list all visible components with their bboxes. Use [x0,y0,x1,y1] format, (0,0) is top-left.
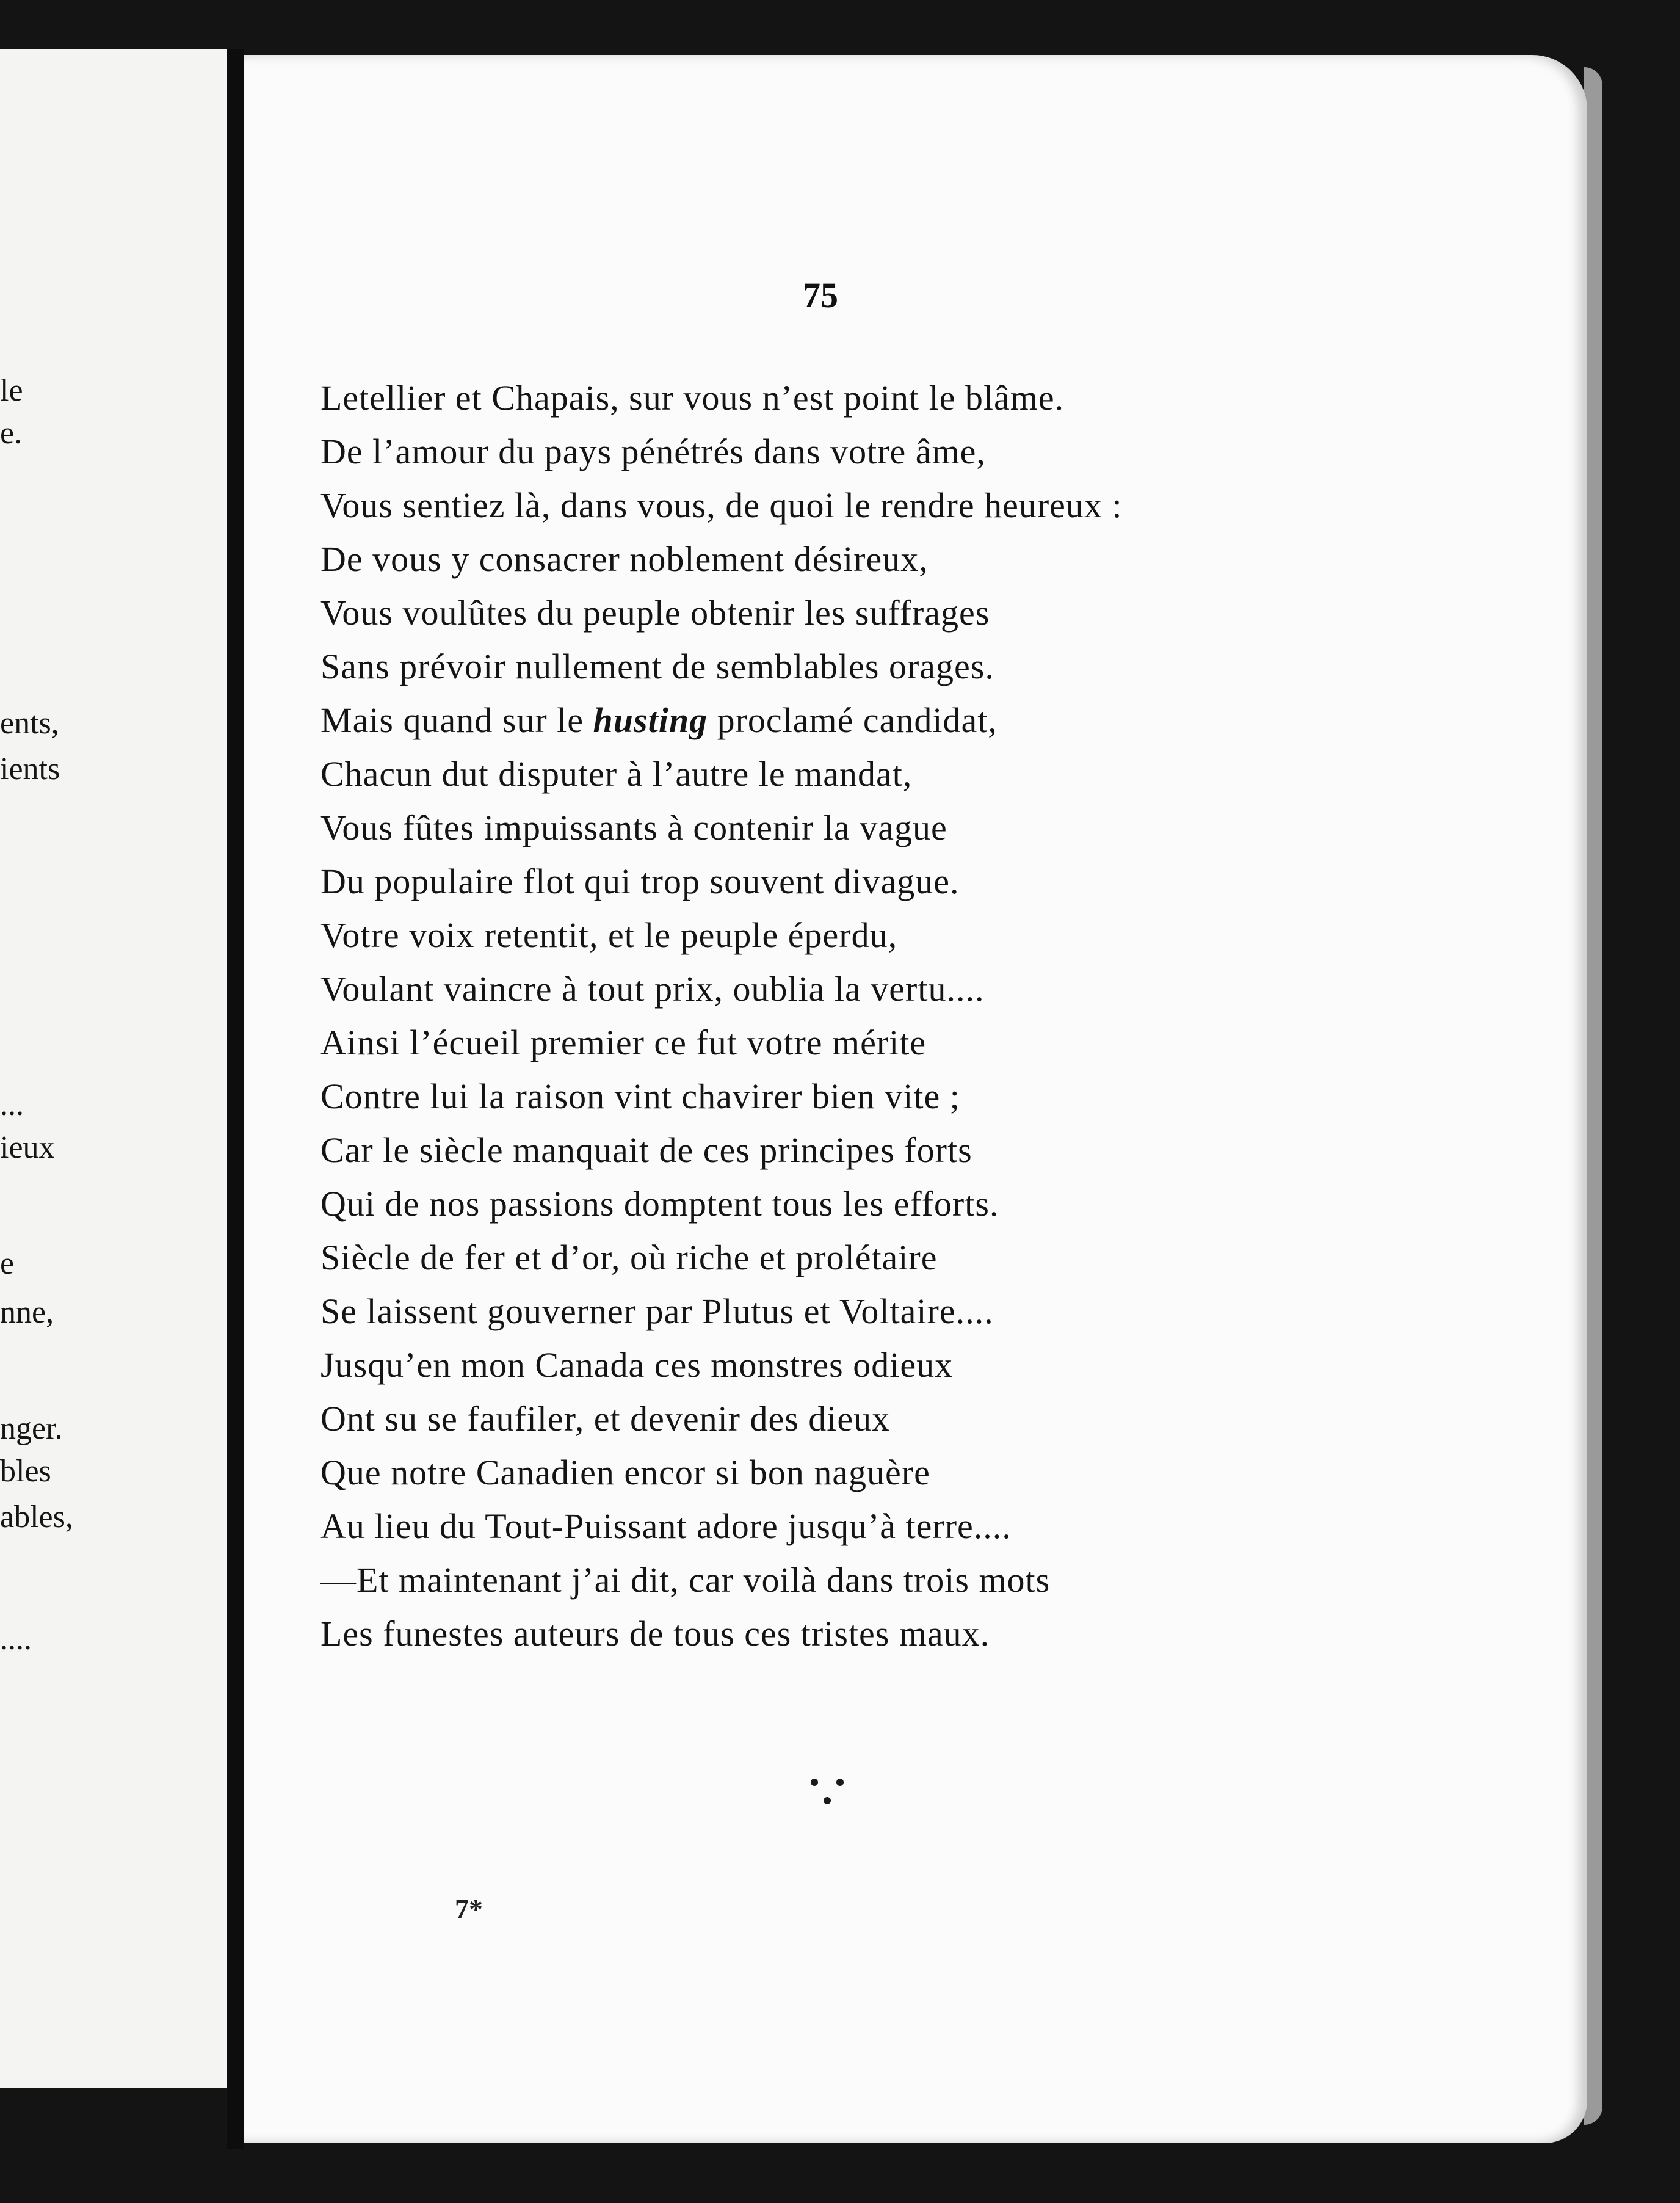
poem-line-text: Se laissent gouverner par Plutus et Voltaire.... [320,1291,994,1331]
poem-line-text: Chacun dut disputer à l’autre le mandat, [320,754,913,794]
poem-line [320,1607,1123,1661]
poem-line-text: Car le siècle manquait de ces principes forts [320,1130,972,1170]
facing-page-fragment: ieux [0,1130,55,1165]
poem-line-text: —Et maintenant j’ai dit, car voilà dans trois mots [320,1560,1051,1600]
poem-line [320,909,1123,962]
poem-line-text: Mais quand sur le [320,700,593,740]
poem-line-text: Vous sentiez là, dans vous, de quoi le rendre heureux : [320,485,1123,525]
poem-line [320,855,1123,909]
poem-line [320,1285,1123,1338]
facing-page-fragment: ients [0,752,60,786]
poem-line-text: Les funestes auteurs de tous ces tristes maux. [320,1614,990,1653]
poem-line-text: Ont su se faufiler, et devenir des dieux [320,1399,891,1439]
poem-line [320,1177,1123,1231]
poem-line [320,962,1123,1016]
poem-line-text: Ainsi l’écueil premier ce fut votre mérite [320,1023,927,1062]
poem-line-text: Voulant vaincre à tout prix, oublia la vertu.... [320,969,985,1009]
poem-line-text: Sans prévoir nullement de semblables orages. [320,647,994,686]
poem-line [320,1500,1123,1553]
book-page [244,55,1587,2143]
facing-page-fragment: nne, [0,1295,54,1330]
facing-page-fragment: ables, [0,1500,73,1534]
facing-page-fragment: ... [0,1087,24,1122]
poem-text [320,371,1123,1661]
poem-line-text: proclamé candidat, [708,700,998,740]
poem-line [320,1123,1123,1177]
facing-page-left [0,49,227,2088]
poem-line-text: De vous y consacrer noblement désireux, [320,539,929,579]
poem-line [320,586,1123,640]
facing-page-fragment: nger. [0,1411,63,1446]
facing-page-fragment: e [0,1246,15,1281]
facing-page-fragment: ents, [0,706,59,741]
poem-line [320,1446,1123,1500]
facing-page-fragment: .... [0,1622,32,1657]
poem-line [320,1070,1123,1123]
poem-line [320,1553,1123,1607]
poem-line-text: De l’amour du pays pénétrés dans votre âme, [320,432,986,471]
poem-line [320,425,1123,479]
poem-line [320,1338,1123,1392]
facing-page-fragment: bles [0,1454,51,1489]
poem-line-text: Siècle de fer et d’or, où riche et prolétaire [320,1238,938,1277]
poem-line [320,747,1123,801]
poem-line [320,532,1123,586]
poem-line-text: Vous voulûtes du peuple obtenir les suffrages [320,593,990,633]
poem-line-text: Du populaire flot qui trop souvent divague. [320,862,960,901]
poem-line [320,801,1123,855]
poem-line-text: Votre voix retentit, et le peuple éperdu, [320,915,898,955]
asterism-ornament [806,1774,849,1810]
poem-line [320,1231,1123,1285]
poem-line-text: Letellier et Chapais, sur vous n’est point le blâme. [320,378,1065,418]
poem-italic-term: husting [593,700,708,740]
poem-line-text: Contre lui la raison vint chavirer bien vite ; [320,1076,960,1116]
poem-line [320,694,1123,747]
poem-line-text: Qui de nos passions domptent tous les efforts. [320,1184,999,1224]
facing-page-fragment: e. [0,416,23,451]
page-number: 75 [803,275,838,315]
poem-line [320,640,1123,694]
poem-line-text: Vous fûtes impuissants à contenir la vague [320,808,947,847]
facing-page-fragment: le [0,373,23,408]
poem-line-text: Jusqu’en mon Canada ces monstres odieux [320,1345,954,1385]
poem-line-text: Que notre Canadien encor si bon naguère [320,1453,930,1492]
book-gutter [227,49,244,2149]
signature-mark: 7* [455,1893,483,1925]
poem-line [320,479,1123,532]
poem-line-text: Au lieu du Tout-Puissant adore jusqu’à terre.... [320,1506,1012,1546]
poem-line [320,1016,1123,1070]
poem-line [320,1392,1123,1446]
poem-line [320,371,1123,425]
